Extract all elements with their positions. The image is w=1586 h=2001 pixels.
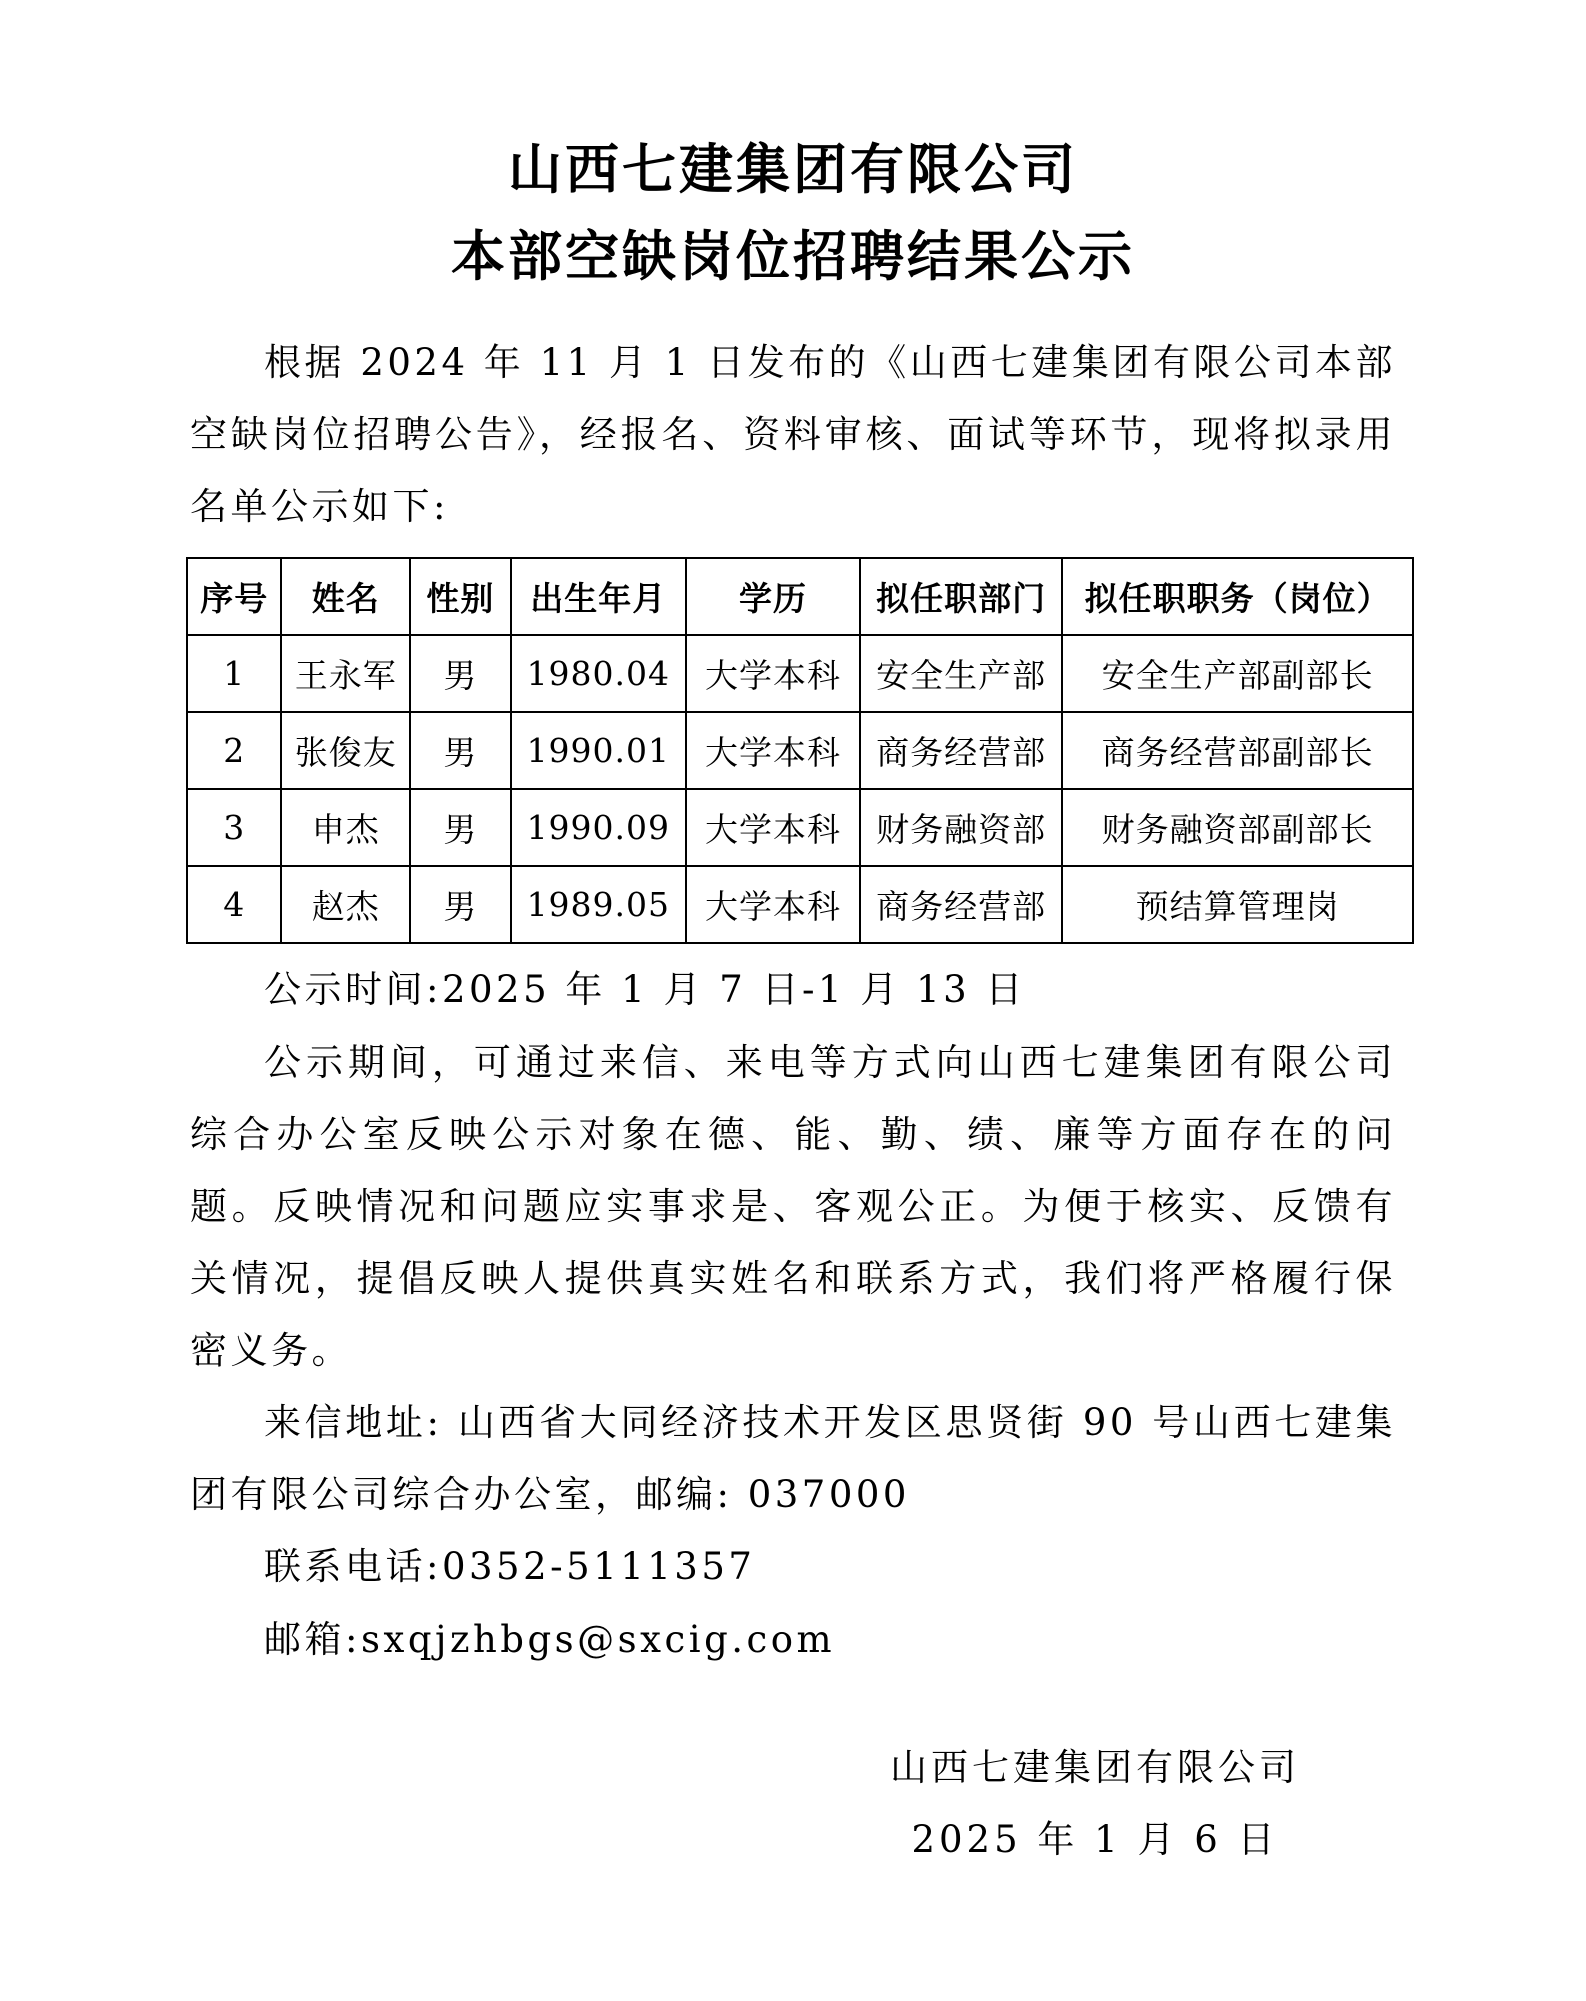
table-cell: 商务经营部副部长 (1062, 712, 1413, 789)
header-cell-gender: 性别 (410, 558, 511, 635)
table-cell: 1980.04 (511, 635, 686, 712)
table-cell: 商务经营部 (860, 712, 1062, 789)
table-cell: 1990.01 (511, 712, 686, 789)
intro-paragraph: 根据 2024 年 11 月 1 日发布的《山西七建集团有限公司本部空缺岗位招聘公告》，经报名、资料审核、面试等环节，现将拟录用名单公示如下: (190, 340, 1396, 529)
email-line: 邮箱:sxqjzhbgs@sxcig.com (264, 1617, 836, 1661)
table-cell: 安全生产部副部长 (1062, 635, 1413, 712)
recruitment-result-table (186, 557, 1414, 944)
table-cell: 大学本科 (686, 789, 860, 866)
table-cell: 男 (410, 635, 511, 712)
document-title (190, 126, 1396, 301)
header-cell-education: 学历 (686, 558, 860, 635)
signature-block (890, 1732, 1300, 1876)
header-cell-position: 拟任职职务（岗位） (1062, 558, 1413, 635)
title-line-2: 本部空缺岗位招聘结果公示 (451, 224, 1135, 289)
table-cell: 1990.09 (511, 789, 686, 866)
table-row (187, 635, 1413, 712)
table-cell: 申杰 (281, 789, 410, 866)
table-cell: 2 (187, 712, 281, 789)
header-cell-department: 拟任职部门 (860, 558, 1062, 635)
signature-date: 2025 年 1 月 6 日 (911, 1817, 1279, 1861)
table-cell: 3 (187, 789, 281, 866)
table-cell: 安全生产部 (860, 635, 1062, 712)
table-cell: 男 (410, 789, 511, 866)
table-cell: 1989.05 (511, 866, 686, 943)
table-cell: 财务融资部副部长 (1062, 789, 1413, 866)
table-cell: 大学本科 (686, 866, 860, 943)
table-cell: 商务经营部 (860, 866, 1062, 943)
mail-address-line: 来信地址: 山西省大同经济技术开发区思贤街 90 号山西七建集团有限公司综合办公室，邮编: 037000 (190, 1401, 1396, 1517)
signature-company: 山西七建集团有限公司 (890, 1745, 1300, 1789)
phone-line: 联系电话:0352-5111357 (264, 1545, 756, 1589)
table-cell: 王永军 (281, 635, 410, 712)
table-cell: 男 (410, 712, 511, 789)
publicity-period-line: 公示时间:2025 年 1 月 7 日-1 月 13 日 (264, 968, 1026, 1012)
table-cell: 赵杰 (281, 866, 410, 943)
table-cell: 大学本科 (686, 635, 860, 712)
table-row (187, 712, 1413, 789)
table-row (187, 789, 1413, 866)
table-row (187, 866, 1413, 943)
header-cell-birth: 出生年月 (511, 558, 686, 635)
table-cell: 1 (187, 635, 281, 712)
title-line-1: 山西七建集团有限公司 (508, 137, 1078, 201)
table-cell: 男 (410, 866, 511, 943)
header-cell-name: 姓名 (281, 558, 410, 635)
table-cell: 大学本科 (686, 712, 860, 789)
table-cell: 预结算管理岗 (1062, 866, 1413, 943)
table-header-row (187, 558, 1413, 635)
header-cell-index: 序号 (187, 558, 281, 635)
body-paragraph: 公示期间，可通过来信、来电等方式向山西七建集团有限公司综合办公室反映公示对象在德、能、勤、绩、廉等方面存在的问题。反映情况和问题应实事求是、客观公正。为便于核实、反馈有关情况，提倡反映人提供真实姓名和联系方式，我们将严格履行保密义务。 (190, 1040, 1396, 1373)
table-cell: 张俊友 (281, 712, 410, 789)
table-cell: 财务融资部 (860, 789, 1062, 866)
table-cell: 4 (187, 866, 281, 943)
